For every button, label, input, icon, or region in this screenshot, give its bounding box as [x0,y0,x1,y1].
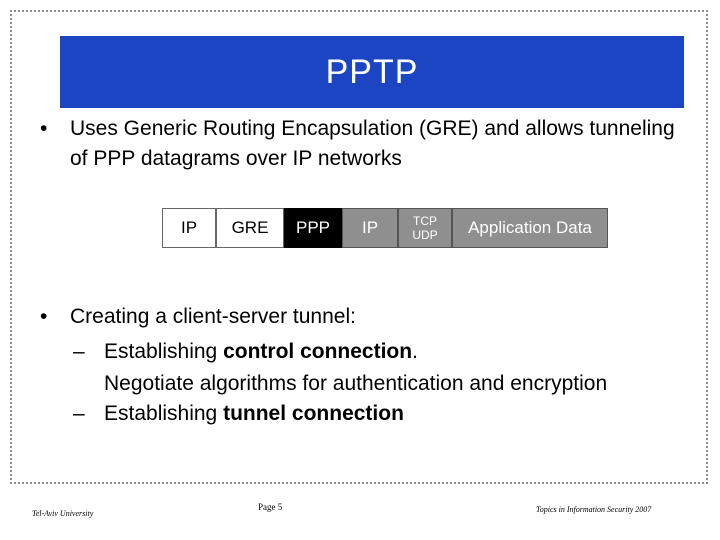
packet-cell-label: Application Data [468,218,592,237]
bullet-text: Uses Generic Routing Encapsulation (GRE) and allows tunneling of PPP datagrams over IP networks [70,117,675,170]
sub-bullet-bold: control connection [223,340,413,363]
sub-bullet-tunnel [73,398,713,430]
packet-cell-label-tcp: TCP [413,214,437,228]
bullet-tunnel [40,302,710,332]
slide-title: PPTP [325,52,419,91]
sub-bullet-prefix: Establishing [104,340,224,363]
sub-bullet-text [73,336,713,400]
sub-bullet-bold: tunnel connection [223,402,404,425]
footer-university: Tel-Aviv University [32,509,94,518]
packet-cell-ip-outer [162,208,216,248]
packet-cell-gre [216,208,284,248]
packet-cell-label: GRE [231,218,269,237]
sub-bullet-dash: – [73,340,85,363]
packet-cell-label: IP [180,218,198,237]
packet-cell-label: IP [361,218,379,237]
sub-bullet-control [73,336,713,400]
packet-cell-ppp [284,208,342,248]
footer-page-number: Page 5 [258,502,283,512]
packet-cell-label-udp: UDP [412,228,438,242]
footer-course: Topics in Information Security 2007 [536,505,652,514]
sub-bullet-prefix: Establishing [104,402,224,425]
sub-bullet-dash: – [73,402,85,425]
bullet-dot: • [40,305,48,328]
bullet-gre [40,114,680,174]
packet-cell-ip-inner [342,208,398,248]
packet-diagram [162,208,608,248]
packet-cell-label: PPP [295,218,331,237]
sub-bullet-line2: Negotiate algorithms for authentication and encryption [104,372,608,395]
packet-cell-application-data [452,208,608,248]
packet-cell-tcp-udp [398,208,452,248]
sub-bullet-suffix: . [412,340,418,363]
title-bar [60,36,684,108]
sub-bullet-text [73,398,713,430]
bullet-dot: • [40,117,48,140]
bullet-text: Creating a client-server tunnel: [70,305,356,328]
